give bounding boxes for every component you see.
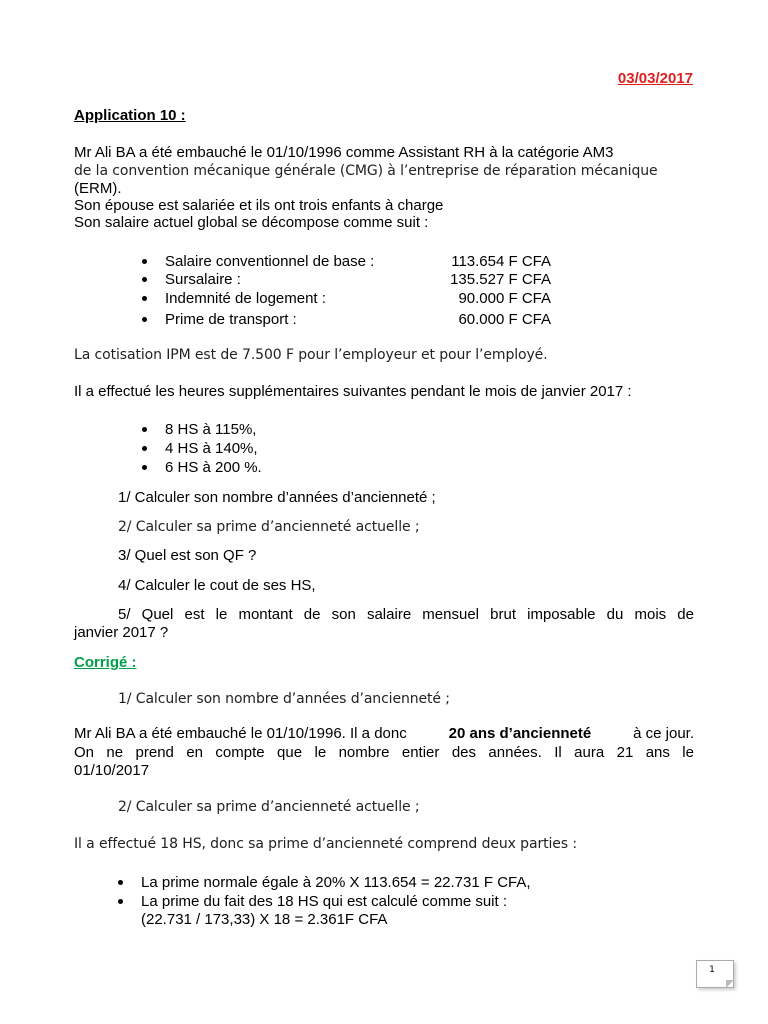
answer-2-item-1: La prime normale égale à 20% X 113.654 = 22.731 F CFA, (141, 874, 531, 891)
hs-item: 8 HS à 115%, (165, 421, 257, 438)
page-number: 1 (709, 965, 715, 975)
hs-item: 6 HS à 200 %. (165, 459, 262, 476)
bullet-icon (142, 427, 147, 432)
intro-line-1: Mr Ali BA a été embauché le 01/10/1996 comme Assistant RH à la catégorie AM3 (74, 144, 614, 161)
question-4: 4/ Calculer le cout de ses HS, (118, 577, 316, 594)
intro-line-5: Son salaire actuel global se décompose comme suit : (74, 214, 429, 231)
intro-line-2: de la convention mécanique générale (CMG) à l’entreprise de réparation mécanique (74, 163, 658, 179)
intro-line-4: Son épouse est salariée et ils ont trois enfants à charge (74, 197, 444, 214)
ipm-note: La cotisation IPM est de 7.500 F pour l’employeur et pour l’employé. (74, 347, 548, 363)
salary-label: Sursalaire : (165, 271, 241, 288)
question-1: 1/ Calculer son nombre d’années d’ancienneté ; (118, 489, 436, 506)
document-date: 03/03/2017 (617, 70, 693, 87)
salary-label: Prime de transport : (165, 311, 297, 328)
answer-1-line-3: 01/10/2017 (74, 762, 150, 779)
salary-label: Indemnité de logement : (165, 290, 326, 307)
question-5-line-2: janvier 2017 ? (74, 624, 169, 641)
salary-amount: 90.000 F CFA (458, 290, 551, 307)
salary-amount: 135.527 F CFA (450, 271, 551, 288)
bullet-icon (142, 296, 147, 301)
page-number-box (696, 960, 734, 988)
question-3: 3/ Quel est son QF ? (118, 547, 257, 564)
page-fold-icon (726, 980, 734, 988)
intro-line-3: (ERM). (74, 180, 122, 197)
hs-item: 4 HS à 140%, (165, 440, 258, 457)
bullet-icon (142, 277, 147, 282)
corrige-question-2: 2/ Calculer sa prime d’ancienneté actuelle ; (118, 799, 420, 815)
answer-1-highlight: 20 ans d’ancienneté (448, 725, 592, 742)
salary-amount: 113.654 F CFA (451, 253, 551, 270)
bullet-icon (142, 317, 147, 322)
bullet-icon (142, 446, 147, 451)
answer-1-line-2: On ne prend en compte que le nombre entier des années. Il aura 21 ans le (74, 744, 694, 761)
salary-label: Salaire conventionnel de base : (165, 253, 375, 270)
question-2: 2/ Calculer sa prime d’ancienneté actuelle ; (118, 519, 420, 535)
application-heading: Application 10 : (74, 107, 186, 124)
answer-2-item-2-calc: (22.731 / 173,33) X 18 = 2.361F CFA (141, 911, 388, 928)
answer-1-line-1: Mr Ali BA a été embauché le 01/10/1996. Il a donc 20 ans d’ancienneté à ce jour. (74, 725, 694, 742)
bullet-icon (142, 465, 147, 470)
salary-amount: 60.000 F CFA (458, 311, 551, 328)
corrige-heading: Corrigé : (74, 654, 137, 671)
bullet-icon (142, 259, 147, 264)
bullet-icon (118, 880, 123, 885)
question-5-line-1: 5/ Quel est le montant de son salaire mensuel brut imposable du mois de (118, 606, 694, 623)
hs-intro: Il a effectué les heures supplémentaires suivantes pendant le mois de janvier 2017 : (74, 383, 632, 400)
corrige-question-1: 1/ Calculer son nombre d’années d’ancienneté ; (118, 691, 450, 707)
answer-2-item-2: La prime du fait des 18 HS qui est calculé comme suit : (141, 893, 508, 910)
bullet-icon (118, 899, 123, 904)
answer-2-intro: Il a effectué 18 HS, donc sa prime d’ancienneté comprend deux parties : (74, 836, 577, 852)
